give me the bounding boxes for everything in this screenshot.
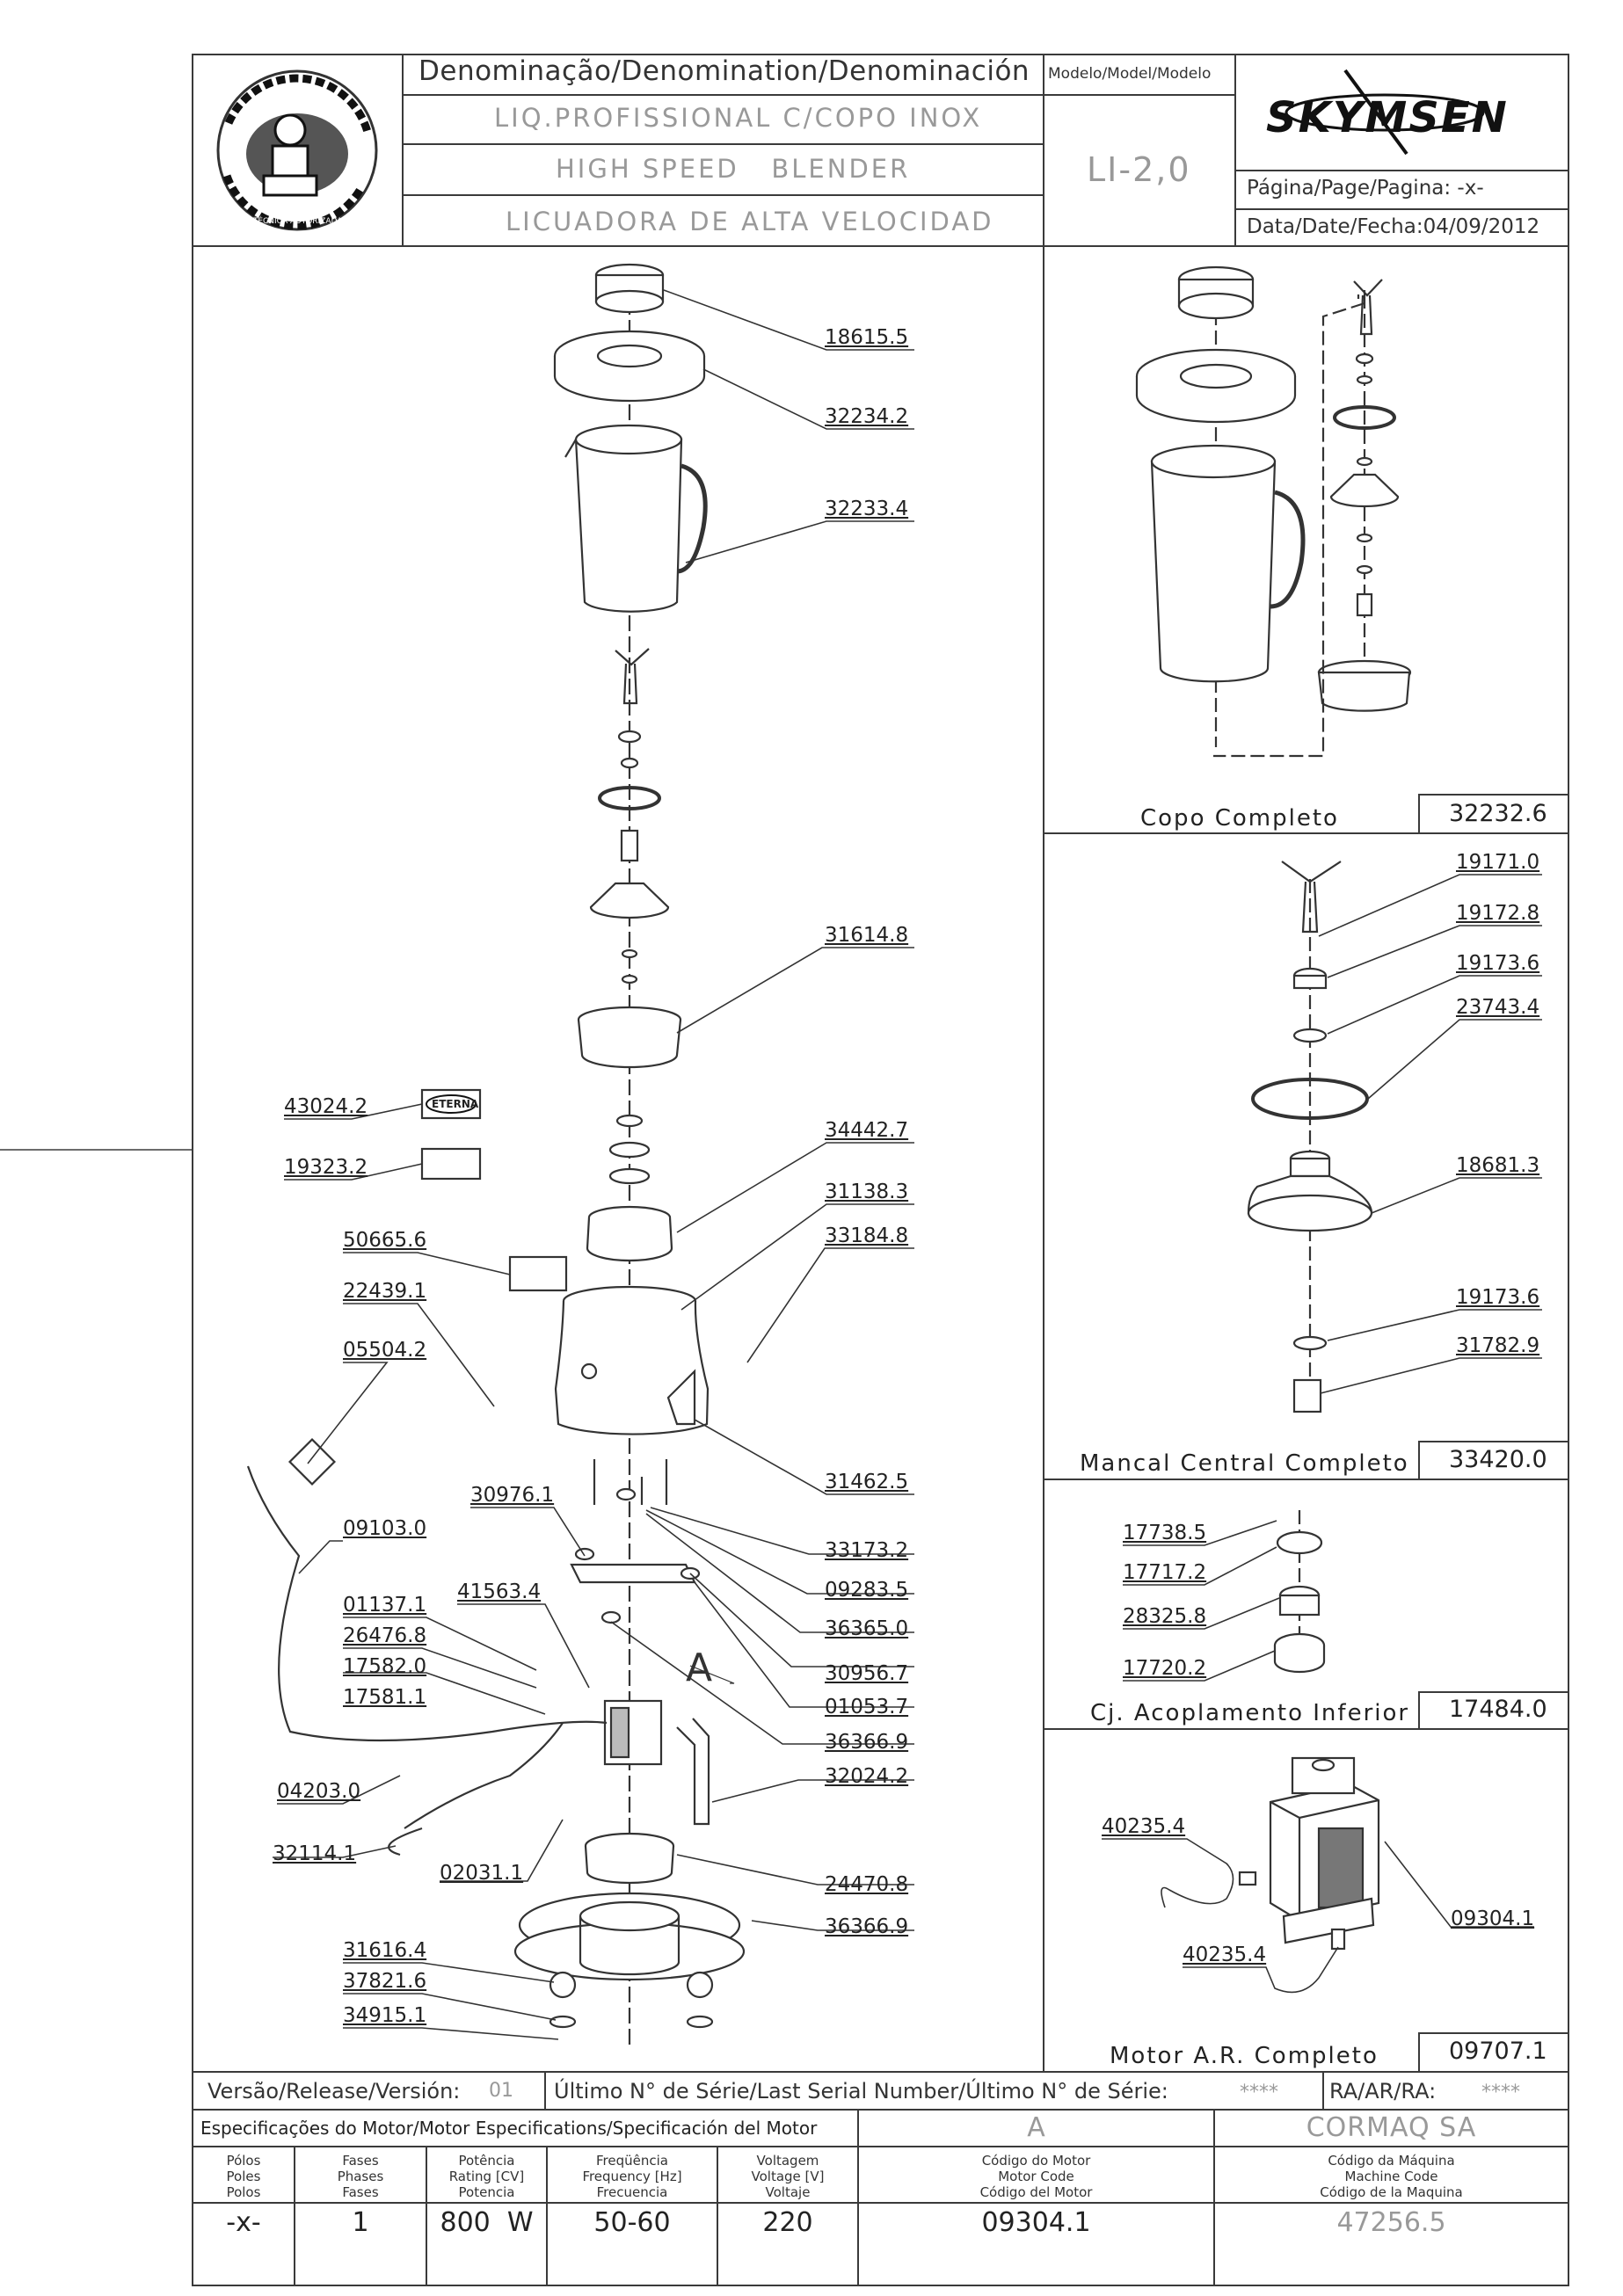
eterna-badge: ETERNA	[432, 1098, 479, 1110]
spec-value-machine-code: 47256.5	[1336, 2207, 1446, 2238]
logo-text: ASSISTÊNCIA TÉCNICA AUTORIZADA	[199, 217, 343, 226]
part-label: 09304.1	[1451, 1907, 1535, 1930]
part-label: 17717.2	[1123, 1561, 1207, 1584]
part-label: 19323.2	[284, 1156, 368, 1179]
part-label: 36366.9	[825, 1915, 909, 1938]
part-label: 19173.6	[1456, 1286, 1540, 1309]
serial-value: ****	[1240, 2082, 1278, 2103]
version-value: 01	[489, 2080, 513, 2102]
product-name-pt: LIQ.PROFISSIONAL C/COPO INOX	[494, 103, 983, 133]
part-label: 19172.8	[1456, 902, 1540, 925]
part-label: 19173.6	[1456, 952, 1540, 975]
part-label: 17582.0	[343, 1655, 427, 1678]
part-label: 32024.2	[825, 1765, 909, 1788]
product-name-es: LICUADORA DE ALTA VELOCIDAD	[506, 207, 994, 236]
spec-value-voltage: 220	[762, 2207, 813, 2238]
serial-label: Último N° de Série/Last Serial Number/Último N° de Série:	[554, 2079, 1168, 2103]
callout-a: A	[686, 1646, 713, 1690]
part-label: 19171.0	[1456, 851, 1540, 874]
part-label: 23743.4	[1456, 996, 1540, 1019]
part-label: 17720.2	[1123, 1657, 1207, 1680]
part-label: 30976.1	[470, 1484, 555, 1507]
section-code-mancal: 33420.0	[1449, 1446, 1547, 1473]
part-label: 40235.4	[1183, 1944, 1267, 1966]
part-label: 17738.5	[1123, 1522, 1207, 1544]
part-label: 40235.4	[1102, 1815, 1186, 1838]
section-title-copo: Copo Completo	[1140, 805, 1339, 832]
brand-name: SKYMSEN	[1266, 93, 1509, 142]
part-label: 01137.1	[343, 1594, 427, 1617]
part-label: 01053.7	[825, 1696, 909, 1718]
part-label: 04203.0	[277, 1780, 361, 1803]
date-value: 04/09/2012	[1423, 215, 1540, 238]
part-label: 26476.8	[343, 1624, 427, 1647]
part-label: 43024.2	[284, 1095, 368, 1118]
authorized-service-logo	[218, 71, 376, 229]
model-value: LI-2,0	[1087, 150, 1191, 189]
part-label: 09283.5	[825, 1579, 909, 1602]
spec-value-poles: -x-	[226, 2207, 261, 2238]
part-label: 50665.6	[343, 1229, 427, 1252]
part-label: 28325.8	[1123, 1605, 1207, 1628]
product-name-en: HIGH SPEED BLENDER	[556, 154, 911, 184]
spec-header-poles: Pólos Poles Polos	[226, 2153, 261, 2200]
part-label: 32233.4	[825, 498, 909, 520]
part-label: 34442.7	[825, 1119, 909, 1142]
part-label: 33173.2	[825, 1539, 909, 1562]
spec-value-frequency: 50-60	[593, 2207, 671, 2238]
part-label: 02031.1	[440, 1862, 524, 1885]
spec-header-rating: Potência Rating [CV] Potencia	[448, 2153, 525, 2200]
spec-header-machine-code: Código da Máquina Machine Code Código de la Maquina	[1320, 2153, 1463, 2200]
part-label: 31782.9	[1456, 1334, 1540, 1357]
motor-drawing	[1240, 1758, 1379, 1949]
acoplamento-drawing	[1275, 1510, 1324, 1672]
spec-header-voltage: Voltagem Voltage [V] Voltaje	[751, 2153, 825, 2200]
spec-value-phases: 1	[352, 2207, 369, 2238]
part-label: 33184.8	[825, 1224, 909, 1247]
part-label: 37821.6	[343, 1970, 427, 1993]
spec-value-rating: 800 W	[440, 2207, 534, 2238]
part-label: 30956.7	[825, 1662, 909, 1685]
part-label: 17581.1	[343, 1686, 427, 1709]
part-label: 34915.1	[343, 2004, 427, 2027]
part-label: 31462.5	[825, 1471, 909, 1493]
date-label: Data/Date/Fecha:04/09/2012	[1247, 215, 1540, 238]
part-label: 22439.1	[343, 1280, 427, 1303]
company-name: CORMAQ SA	[1306, 2112, 1477, 2143]
part-label: 32114.1	[273, 1842, 357, 1865]
ra-label: RA/AR/RA:	[1329, 2079, 1437, 2103]
section-title-motor: Motor A.R. Completo	[1110, 2043, 1379, 2069]
section-title-mancal: Mancal Central Completo	[1080, 1450, 1409, 1477]
page-label: Página/Page/Pagina: -x-	[1247, 177, 1484, 200]
copo-completo-drawing	[1137, 267, 1410, 756]
section-code-copo: 32232.6	[1449, 800, 1547, 827]
motor-spec-label: Especificações do Motor/Motor Especifications/Specificación del Motor	[200, 2118, 818, 2139]
part-label: 36366.9	[825, 1731, 909, 1754]
part-label: 09103.0	[343, 1517, 427, 1540]
version-label: Versão/Release/Versión:	[207, 2079, 461, 2103]
part-label: 36365.0	[825, 1617, 909, 1640]
section-code-acoplamento: 17484.0	[1449, 1696, 1547, 1723]
part-label: 05504.2	[343, 1339, 427, 1362]
spec-header-phases: Fases Phases Fases	[337, 2153, 384, 2200]
part-label: 18615.5	[825, 326, 909, 349]
denomination-label: Denominação/Denomination/Denominación	[418, 55, 1030, 87]
spec-header-frequency: Freqüência Frequency [Hz] Frecuencia	[582, 2153, 682, 2200]
motor-letter: A	[1027, 2112, 1045, 2143]
spec-header-motor-code: Código do Motor Motor Code Código del Motor	[979, 2153, 1093, 2200]
part-label: 24470.8	[825, 1873, 909, 1896]
part-label: 32234.2	[825, 405, 909, 428]
section-code-motor: 09707.1	[1449, 2038, 1547, 2065]
part-label: 31138.3	[825, 1181, 909, 1203]
ra-value: ****	[1481, 2082, 1520, 2103]
model-label: Modelo/Model/Modelo	[1048, 65, 1212, 83]
part-label: 18681.3	[1456, 1154, 1540, 1177]
part-label: 31616.4	[343, 1939, 427, 1962]
section-title-acoplamento: Cj. Acoplamento Inferior	[1090, 1700, 1410, 1726]
part-label: 31614.8	[825, 924, 909, 947]
spec-value-motor-code: 09304.1	[981, 2207, 1091, 2238]
mancal-central-drawing	[1248, 861, 1372, 1412]
part-label: 41563.4	[457, 1580, 542, 1603]
